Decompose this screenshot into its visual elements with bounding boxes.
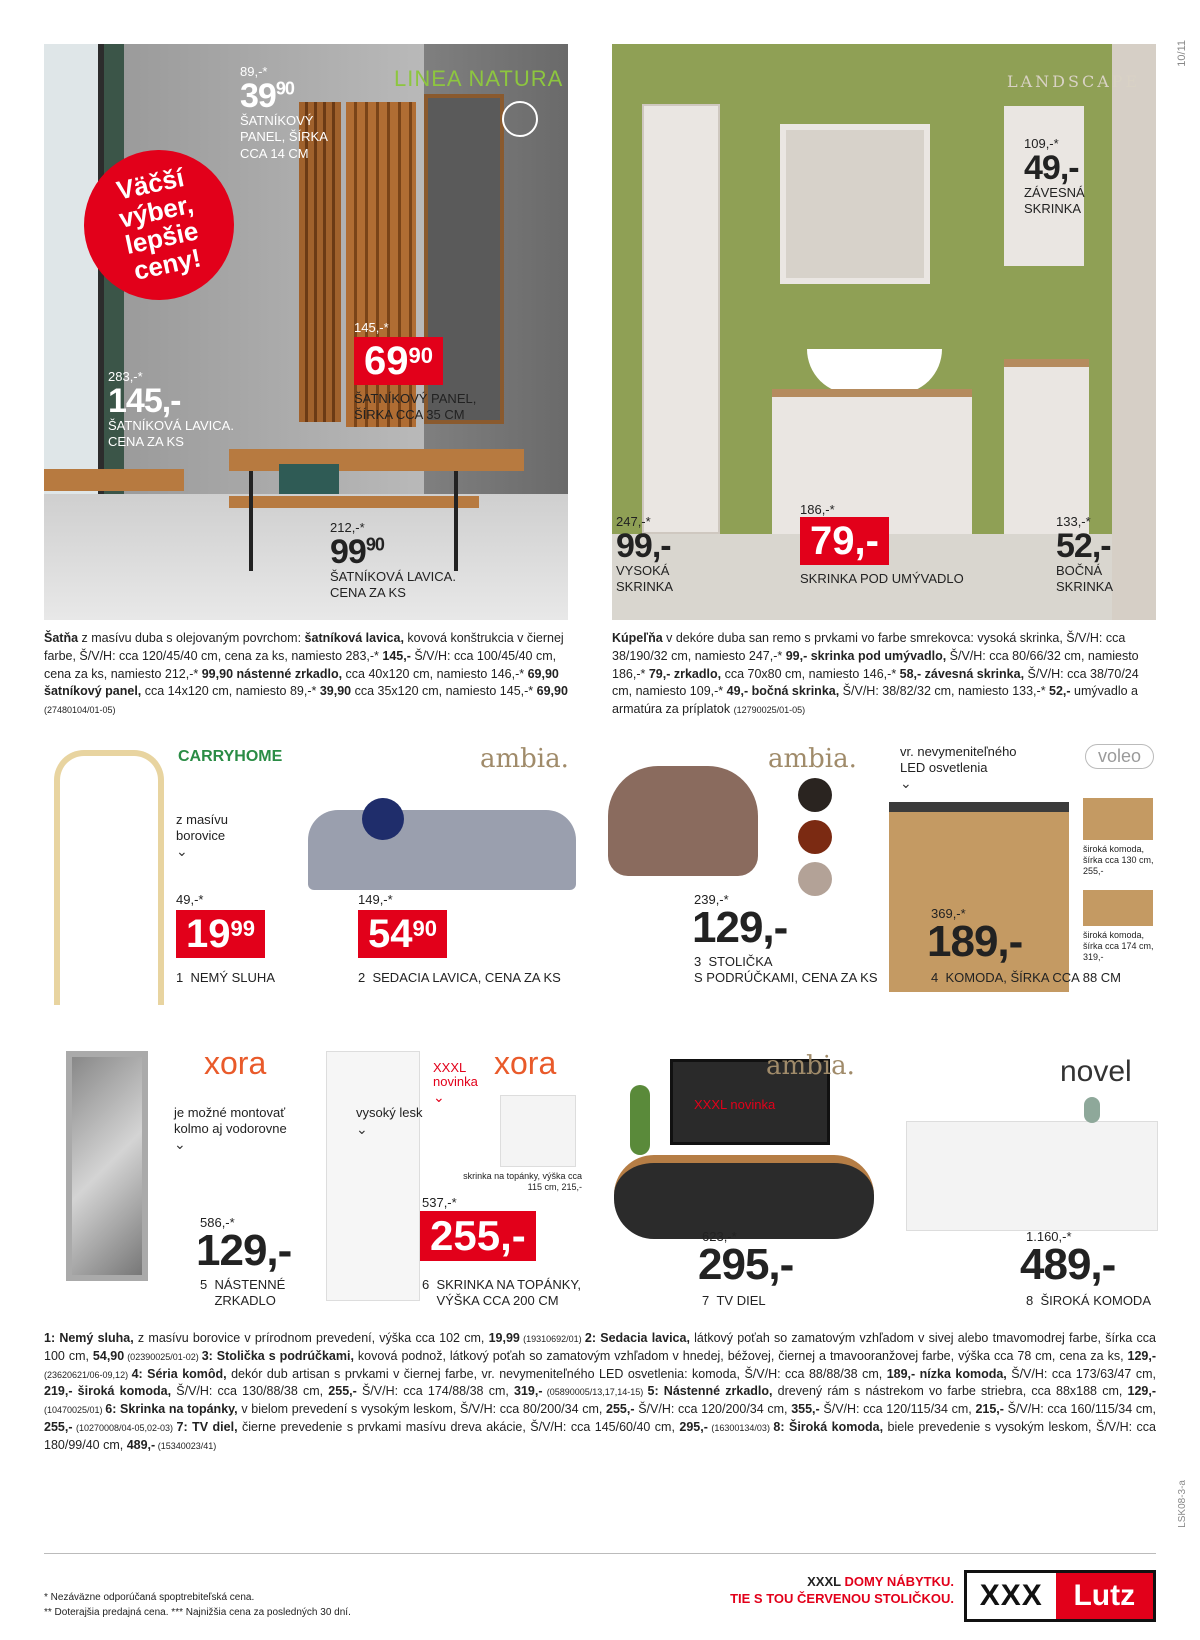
text-segment: Š/V/H: cca 130/88/38 cm,: [171, 1384, 329, 1399]
armchair-icon: [608, 766, 758, 876]
green-box-icon: [279, 464, 339, 494]
product-6: [318, 1045, 608, 1315]
price: 129,-: [196, 1226, 292, 1275]
brand-logo: CARRYHOME: [178, 748, 283, 765]
floor: [44, 494, 568, 620]
price: 54 90: [358, 910, 447, 958]
text-segment: (19310692/01): [519, 1334, 585, 1344]
text-segment: Š/V/H: cca 120/115/34 cm,: [819, 1402, 976, 1416]
price-label: ŠATNÍKOVÝ PANEL, ŠÍRKA CCA 35 CM: [354, 391, 477, 423]
footnote-1: * Nezáväzne odporúčaná spoptrebiteľská cena.: [44, 1592, 255, 1603]
text-segment: 69,90 šatníkový panel,: [44, 666, 559, 699]
price-panel14: [240, 64, 340, 162]
brand-logo: ambia.: [766, 1051, 855, 1081]
text-segment: (10270008/04-05,02-03): [72, 1422, 177, 1433]
old-price: 247,-*: [616, 514, 651, 529]
text-segment: z masívu duba s olejovaným povrchom:: [78, 631, 305, 645]
text-segment: 39,90: [319, 684, 352, 699]
sink-icon: [807, 349, 942, 394]
text-segment: 255,-: [328, 1384, 357, 1399]
price: 145,-: [108, 382, 181, 420]
price: 489,-: [1020, 1240, 1116, 1289]
bench-shelf: [229, 496, 479, 508]
price-label: VYSOKÁ SKRINKA: [616, 563, 674, 595]
text-segment: 4: Séria komôd,: [131, 1366, 227, 1381]
text-segment: v dekóre duba san remo s prvkami vo farbe smrekovca: vysoká skrinka, Š/V/H: cca 38/190/32 cm, namiesto 247,-*: [612, 631, 1126, 663]
text-segment: 189,- nízka komoda,: [886, 1366, 1007, 1381]
brand-logo: LINEA NATURA: [394, 66, 564, 91]
product-2: [300, 740, 590, 1030]
tree-icon: [502, 101, 538, 137]
price-tall: [616, 514, 696, 596]
novinka-badge: XXXL novinka ⌄: [433, 1061, 493, 1105]
badge-text: Väčší výber, lepšie ceny!: [113, 162, 204, 287]
footer-divider: [44, 1553, 1156, 1554]
price-label: ŠATNÍKOVÝ PANEL, ŠÍRKA CCA 14 CM: [240, 113, 328, 161]
text-segment: z masívu borovice v prírodnom prevedení, výška cca 102 cm,: [133, 1331, 489, 1345]
brand-logo: novel: [1060, 1055, 1132, 1088]
text-segment: 355,-: [791, 1402, 820, 1416]
upholstered-bench-icon: [308, 810, 576, 890]
small-shoe-cabinet-icon: [500, 1095, 576, 1167]
product-label: 2 SEDACIA LAVICA, CENA ZA KS: [358, 970, 561, 985]
chevron-down-icon: ⌄: [900, 775, 912, 792]
text-segment: 215,-: [975, 1402, 1004, 1416]
text-segment: 54,90: [92, 1348, 125, 1363]
text-segment: (10470025/01): [44, 1405, 106, 1415]
product-note: vysoký lesk ⌄: [356, 1105, 426, 1137]
price-label: ZÁVESNÁ SKRINKA: [1024, 185, 1085, 217]
description-right: [612, 630, 1156, 719]
text-segment: 3: Stolička s podrúčkami,: [201, 1348, 354, 1363]
page-code: LSK08-3-a: [1177, 1480, 1188, 1528]
text-segment: čierne prevedenie s prvkami masívu dreva akácie, Š/V/H: cca 145/60/40 cm,: [237, 1419, 680, 1434]
text-segment: 2: Sedacia lavica,: [584, 1331, 690, 1345]
text-segment: 219,- široká komoda,: [44, 1384, 172, 1399]
text-segment: 8: Široká komoda,: [773, 1419, 884, 1434]
text-segment: 255,-: [44, 1419, 73, 1434]
price: 99,-: [616, 527, 671, 565]
footnote-2: ** Doterajšia predajná cena. *** Najnižšia cena za posledných 30 dní.: [44, 1607, 351, 1618]
extra-wide-dresser-icon: [1083, 890, 1153, 926]
text-segment: cca 14x120 cm, namiesto 89,-*: [141, 684, 320, 699]
text-segment: dekór dub artisan s prvkami v čiernej farbe, vr. nevymeniteľného LED osvetlenia: komoda, Š/V/H: cca 88/88/38 cm,: [226, 1366, 887, 1381]
old-price: 623,-*: [702, 1229, 737, 1244]
old-price: 239,-*: [694, 892, 729, 907]
price: $99^{90}$: [330, 533, 384, 571]
old-price: 49,-*: [176, 892, 204, 907]
product-label: 8 ŠIROKÁ KOMODA: [1026, 1293, 1151, 1308]
side-note: široká komoda, šírka cca 174 cm, 319,-: [1083, 930, 1154, 962]
text-segment: 129,-: [1127, 1348, 1156, 1363]
side-note: skrinka na topánky, výška cca 115 cm, 215,-: [463, 1171, 582, 1192]
text-segment: Š/V/H: cca 80/66/32 cm, namiesto 186,-*: [612, 648, 1139, 681]
text-segment: (16300134/03): [707, 1422, 774, 1433]
text-segment: 79,- zrkadlo,: [648, 666, 722, 681]
tv-stand-icon: [614, 1155, 874, 1239]
old-price: 586,-*: [200, 1215, 235, 1230]
text-segment: cca 40x120 cm, namiesto 146,-*: [342, 666, 528, 681]
text-segment: 489,-: [126, 1437, 156, 1452]
slogan-xxxl: XXXL: [807, 1574, 845, 1589]
price: 69 90: [354, 337, 443, 385]
wood-bench-left-icon: [44, 469, 184, 491]
text-segment: Š/V/H: cca 38/70/24 cm, namiesto 109,-*: [612, 666, 1139, 699]
plant-icon: [630, 1085, 650, 1155]
old-price: 1.160,-*: [1026, 1229, 1072, 1244]
text-segment: umývadlo a armatúra za príplatok: [612, 684, 1138, 716]
product-label: 4 KOMODA, ŠÍRKA CCA 88 CM: [931, 970, 1122, 985]
text-segment: Š/V/H: cca 100/45/40 cm, cena za ks, namiesto 212,-*: [44, 648, 557, 681]
product-label: 3 STOLIČKA S PODRÚČKAMI, CENA ZA KS: [694, 954, 878, 986]
wall-mirror-icon: [66, 1051, 148, 1281]
price: 295,-: [698, 1240, 794, 1289]
text-segment: 49,- bočná skrinka,: [726, 684, 840, 699]
description-left: [44, 630, 568, 719]
text-segment: 1: Nemý sluha,: [44, 1331, 134, 1345]
price: 49,-: [1024, 149, 1079, 187]
text-segment: Šatňa: [44, 631, 79, 645]
text-segment: látkový poťah so zamatovým vzhľadom v sivej alebo tmavomodrej farbe, šírka cca 100 cm,: [44, 1331, 1156, 1363]
sideboard-icon: [906, 1121, 1158, 1231]
text-segment: Š/V/H: 38/82/32 cm, namiesto 133,-*: [839, 684, 1050, 699]
text-segment: 58,- závesná skrinka,: [899, 666, 1025, 681]
old-price: 369,-*: [931, 906, 966, 921]
novinka-badge: XXXL novinka: [694, 1097, 776, 1112]
text-segment: 7: TV diel,: [176, 1419, 238, 1434]
text-segment: Kúpeľňa: [612, 631, 663, 645]
brand-logo: ambia.: [768, 744, 857, 774]
footer-notes: [44, 1590, 351, 1620]
side-cabinet-icon: [1004, 359, 1089, 534]
price-label: SKRINKA POD UMÝVADLO: [800, 571, 964, 586]
text-segment: 69,90: [536, 684, 568, 699]
text-segment: Š/V/H: cca 174/88/38 cm,: [356, 1384, 515, 1399]
text-segment: Š/V/H: cca 120/200/34 cm,: [634, 1402, 792, 1416]
chevron-down-icon: ⌄: [356, 1120, 368, 1137]
text-segment: kovová podnož, látkový poťah so zamatovým vzhľadom v hnedej, béžovej, čiernej a tmavooranžovej farbe, výška cca 78 cm, cena za ks,: [353, 1348, 1128, 1363]
chevron-down-icon: ⌄: [176, 843, 188, 860]
text-segment: 19,99: [488, 1331, 520, 1345]
brand-logo: ambia.: [480, 744, 569, 774]
text-segment: biele prevedenie s vysokým leskom, Š/V/H: cca 180/99/40 cm,: [44, 1419, 1157, 1452]
bathroom-photo: [612, 44, 1156, 620]
price-bench2: [330, 520, 470, 602]
description-bottom: [44, 1330, 1156, 1454]
text-segment: (23620621/06-09,12): [44, 1369, 132, 1380]
chevron-down-icon: ⌄: [174, 1136, 186, 1153]
product-note: z masívu borovice ⌄: [176, 812, 246, 860]
price-panel35: [354, 320, 494, 424]
price-bench1: [108, 369, 248, 451]
price: 19 99: [176, 910, 265, 958]
product-label: 1 NEMÝ SLUHA: [176, 970, 275, 985]
slogan-domy: DOMY NÁBYTKU.: [844, 1574, 954, 1589]
text-segment: v bielom prevedení s vysokým leskom, Š/V/H: cca 80/200/34 cm,: [237, 1402, 607, 1416]
brand-logo: xora: [494, 1045, 557, 1081]
product-1: [44, 740, 284, 1030]
price: 189,-: [927, 917, 1023, 966]
text-segment: 52,-: [1049, 684, 1071, 699]
price: 255,-: [420, 1211, 536, 1261]
old-price: 537,-*: [422, 1195, 457, 1210]
product-3: [600, 740, 880, 1030]
old-price: 149,-*: [358, 892, 393, 907]
price-label: ŠATNÍKOVÁ LAVICA. CENA ZA KS: [330, 569, 456, 601]
price-side: [1056, 514, 1126, 596]
chevron-down-icon: ⌄: [433, 1088, 445, 1105]
xxxlutz-logo[interactable]: [964, 1570, 1156, 1622]
product-label: 6 SKRINKA NA TOPÁNKY, VÝŠKA CCA 200 CM: [422, 1277, 581, 1309]
valet-stand-icon: [54, 750, 164, 1005]
product-8: [900, 1045, 1160, 1315]
vase-icon: [1084, 1097, 1100, 1123]
text-segment: 129,-: [1127, 1384, 1157, 1399]
mirror-icon: [780, 124, 930, 284]
side-note: široká komoda, šírka cca 130 cm, 255,-: [1083, 844, 1154, 876]
old-price: 145,-*: [354, 320, 389, 335]
text-segment: (02390025/01-02): [124, 1351, 202, 1362]
page-number: 10/11: [1176, 40, 1188, 67]
old-price: 283,-*: [108, 369, 143, 384]
price-wall: [1024, 136, 1104, 218]
old-price: 109,-*: [1024, 136, 1059, 151]
slogan-tagline: TIE S TOU ČERVENOU STOLIČKOU.: [730, 1590, 954, 1606]
old-price: 133,-*: [1056, 514, 1091, 529]
bench-leg: [249, 471, 253, 571]
product-7: [614, 1045, 894, 1315]
text-segment: kovová konštrukcia v čiernej farbe, Š/V/H: cca 120/45/40 cm, cena za ks, namiesto 283,-*: [44, 631, 564, 663]
text-segment: cca 35x120 cm, namiesto 145,-*: [351, 684, 537, 699]
text-segment: 319,-: [514, 1384, 543, 1399]
color-swatch-black: [798, 778, 832, 812]
price-sink: [800, 502, 964, 587]
color-swatch-navy: [362, 798, 404, 840]
price: 129,-: [692, 903, 788, 952]
price: $39^{90}$: [240, 77, 294, 115]
brand-logo: LANDSCAPE: [1007, 72, 1141, 91]
text-segment: drevený rám s nástrekom vo farbe striebra, cca 88x188 cm,: [772, 1384, 1128, 1399]
product-note: vr. nevymeniteľného LED osvetlenia ⌄: [900, 744, 1040, 792]
text-segment: (15340023/41): [155, 1440, 217, 1451]
text-segment: šatníková lavica,: [304, 631, 404, 645]
text-segment: 99,90 nástenné zrkadlo,: [201, 666, 343, 681]
text-segment: cca 70x80 cm, namiesto 146,-*: [721, 666, 900, 681]
text-segment: 145,-: [382, 648, 411, 663]
hallway-photo: [44, 44, 568, 620]
text-segment: 99,- skrinka pod umývadlo,: [785, 648, 947, 663]
text-segment: (05890005/13,17,14-15): [542, 1387, 648, 1398]
text-segment: 6: Skrinka na topánky,: [105, 1402, 238, 1416]
text-segment: 255,-: [606, 1402, 635, 1416]
wide-dresser-icon: [1083, 798, 1153, 840]
footer-slogan: [700, 1574, 954, 1608]
product-note: je možné montovať kolmo aj vodorovne ⌄: [174, 1105, 294, 1153]
window-frame: [44, 44, 104, 494]
old-price: 212,-*: [330, 520, 365, 535]
text-segment: Š/V/H: cca 160/115/34 cm,: [1003, 1402, 1156, 1416]
brand-logo: xora: [204, 1045, 267, 1081]
logo-lutz: Lutz: [1056, 1573, 1153, 1619]
text-segment: 5: Nástenné zrkadlo,: [647, 1384, 773, 1399]
bench-icon: [229, 449, 524, 471]
text-segment: Š/V/H: cca 173/63/47 cm,: [1006, 1366, 1156, 1381]
product-label: 7 TV DIEL: [702, 1293, 766, 1308]
price: 79,-: [800, 517, 889, 565]
price-label: BOČNÁ SKRINKA: [1056, 563, 1114, 595]
price: 52,-: [1056, 527, 1111, 565]
logo-xxx: XXX: [979, 1579, 1043, 1612]
brand-logo: voleo: [1085, 744, 1154, 769]
text-segment: (12790025/01-05): [733, 705, 806, 715]
color-swatch-rust: [798, 820, 832, 854]
price-label: ŠATNÍKOVÁ LAVICA. CENA ZA KS: [108, 418, 234, 450]
color-swatch-beige: [798, 862, 832, 896]
old-price: 186,-*: [800, 502, 835, 517]
text-segment: 295,-: [679, 1419, 708, 1434]
tall-cabinet-icon: [642, 104, 720, 534]
text-segment: (27480104/01-05): [44, 705, 116, 715]
shoe-cabinet-icon: [326, 1051, 420, 1301]
product-4: [885, 740, 1160, 1030]
product-5: [44, 1045, 304, 1315]
product-label: 5 NÁSTENNÉ ZRKADLO: [200, 1277, 286, 1309]
old-price: 89,-*: [240, 64, 268, 79]
